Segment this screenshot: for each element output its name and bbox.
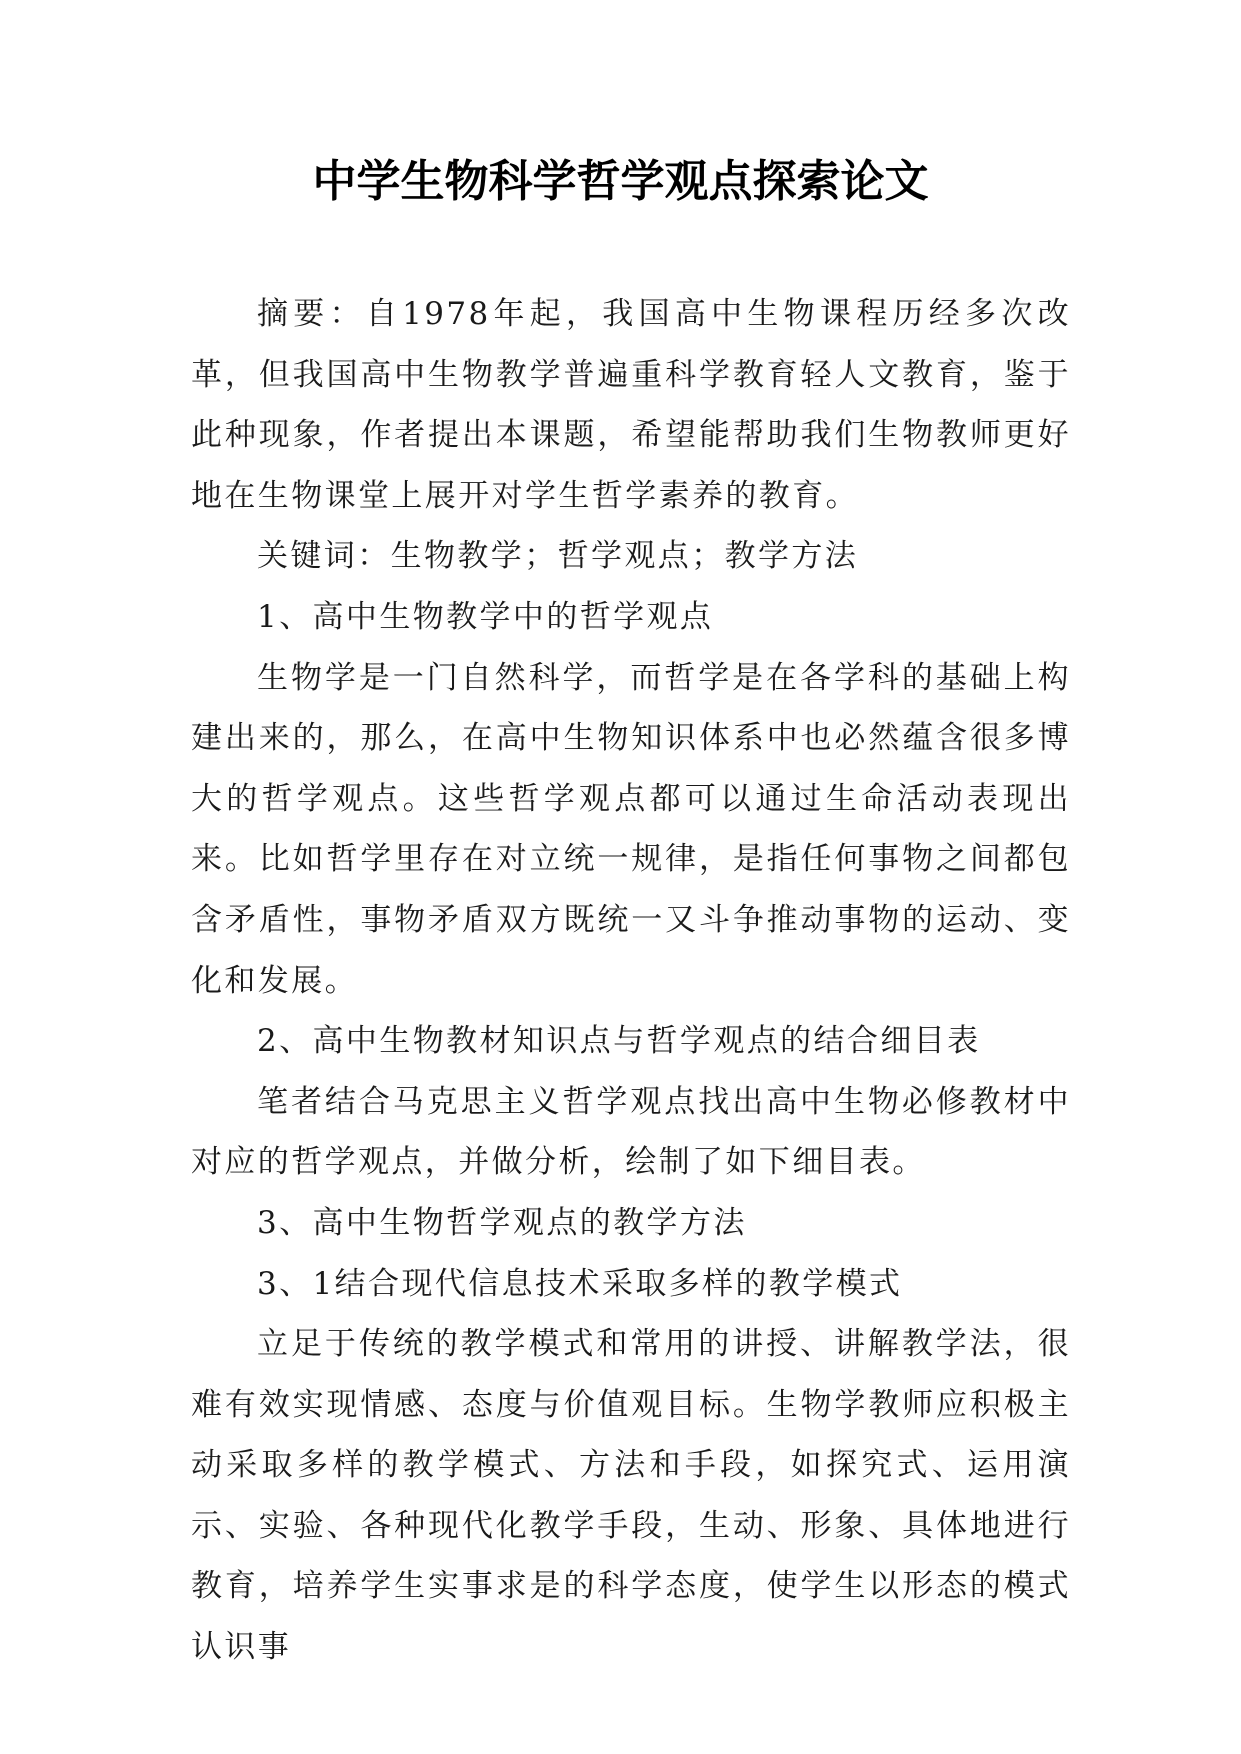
- abstract-paragraph: 摘要：自1978年起，我国高中生物课程历经多次改革，但我国高中生物教学普遍重科学教育轻人文教育，鉴于此种现象，作者提出本课题，希望能帮助我们生物教师更好地在生物课堂上展开对学生哲学素养的教育。: [191, 296, 1071, 514]
- keywords-paragraph: 关键词：生物教学；哲学观点；教学方法: [257, 538, 859, 575]
- body-paragraph: 生物学是一门自然科学，而哲学是在各学科的基础上构建出来的，那么，在高中生物知识体系中也必然蕴含很多博大的哲学观点。这些哲学观点都可以通过生命活动表现出来。比如哲学里存在对立统一规律，是指任何事物之间都包含矛盾性，事物矛盾双方既统一又斗争推动事物的运动、变化和发展。: [191, 659, 1071, 999]
- body-paragraph: 笔者结合马克思主义哲学观点找出高中生物必修教材中对应的哲学观点，并做分析，绘制了如下细目表。: [191, 1083, 1071, 1181]
- document-body: [191, 284, 1071, 1678]
- section-heading-1: 1、高中生物教学中的哲学观点: [257, 598, 714, 635]
- document-title: 中学生物科学哲学观点探索论文: [312, 156, 929, 207]
- section-heading-2: 2、高中生物教材知识点与哲学观点的结合细目表: [257, 1023, 981, 1060]
- subsection-heading-3-1: 3、1结合现代信息技术采取多样的教学模式: [257, 1265, 903, 1302]
- body-paragraph: 立足于传统的教学模式和常用的讲授、讲解教学法，很难有效实现情感、态度与价值观目标。生物学教师应积极主动采取多样的教学模式、方法和手段，如探究式、运用演示、实验、各种现代化教学手段，生动、形象、具体地进行教育，培养学生实事求是的科学态度，使学生以形态的模式认识事: [191, 1326, 1071, 1666]
- section-heading-3: 3、高中生物哲学观点的教学方法: [257, 1204, 747, 1241]
